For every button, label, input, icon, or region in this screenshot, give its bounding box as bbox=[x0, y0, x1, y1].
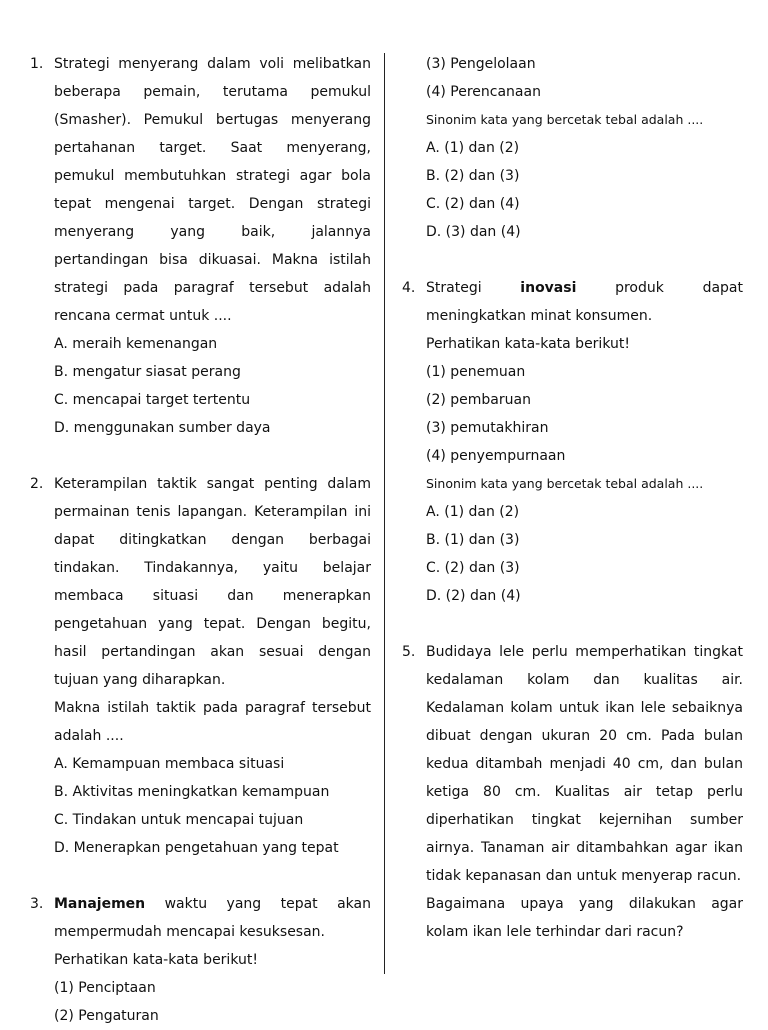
option-a: A. meraih kemenangan bbox=[54, 336, 218, 352]
option-a: A. (1) dan (2) bbox=[426, 140, 520, 156]
question-3-continued bbox=[402, 50, 743, 246]
question-prompt: Sinonim kata yang bercetak tebal adalah .... bbox=[426, 112, 704, 127]
word-item-4: (4) penyempurnaan bbox=[426, 448, 566, 464]
question-stem: Strategi menyerang dalam voli melibatkan beberapa pemain, terutama pemukul (Smasher). Pemukul bertugas menyerang pertahanan target. Saat menyerang, pemukul membutuhkan strategi agar bola tepat mengenai target. Dengan strategi menyerang yang baik, jalannya pertandingan bisa dikuasai. Makna istilah strategi pada paragraf tersebut adalah rencana cermat untuk .... bbox=[54, 56, 371, 324]
bold-term: Manajemen bbox=[54, 896, 146, 912]
word-item-2: (2) pembaruan bbox=[426, 392, 531, 408]
question-2 bbox=[30, 470, 371, 862]
left-column bbox=[30, 50, 371, 1030]
question-1 bbox=[30, 50, 371, 442]
word-item-1: (1) Penciptaan bbox=[54, 980, 156, 996]
word-item-3: (3) Pengelolaan bbox=[426, 56, 536, 72]
bold-term: inovasi bbox=[520, 280, 577, 296]
question-3 bbox=[30, 890, 371, 1030]
stem-text: waktu yang tepat akan mempermudah mencapai kesuksesan. bbox=[54, 896, 371, 940]
question-prompt: Sinonim kata yang bercetak tebal adalah .... bbox=[426, 476, 704, 491]
option-b: B. (2) dan (3) bbox=[426, 168, 520, 184]
option-b: B. mengatur siasat perang bbox=[54, 364, 241, 380]
instruction: Perhatikan kata-kata berikut! bbox=[426, 336, 630, 352]
question-5 bbox=[402, 638, 743, 946]
question-stem bbox=[426, 274, 743, 330]
option-b: B. Aktivitas meningkatkan kemampuan bbox=[54, 784, 330, 800]
question-number: 4. bbox=[402, 280, 416, 296]
question-prompt: Bagaimana upaya yang dilakukan agar kolam ikan lele terhindar dari racun? bbox=[426, 896, 743, 940]
option-d: D. Menerapkan pengetahuan yang tepat bbox=[54, 840, 339, 856]
question-number: 1. bbox=[30, 56, 44, 72]
option-a: A. (1) dan (2) bbox=[426, 504, 520, 520]
option-c: C. (2) dan (4) bbox=[426, 196, 520, 212]
stem-text: produk dapat meningkatkan minat konsumen. bbox=[426, 280, 743, 324]
word-item-2: (2) Pengaturan bbox=[54, 1008, 159, 1024]
option-a: A. Kemampuan membaca situasi bbox=[54, 756, 285, 772]
option-c: C. (2) dan (3) bbox=[426, 560, 520, 576]
question-number: 3. bbox=[30, 896, 44, 912]
question-stem: Budidaya lele perlu memperhatikan tingkat kedalaman kolam dan kualitas air. Kedalaman kolam untuk ikan lele sebaiknya dibuat dengan ukuran 20 cm. Pada bulan kedua ditambah menjadi 40 cm, dan bulan ketiga 80 cm. Kualitas air tetap perlu diperhatikan tingkat kejernihan sumber airnya. Tanaman air ditambahkan agar ikan tidak kepanasan dan untuk menyerap racun. bbox=[426, 644, 743, 884]
question-stem bbox=[54, 890, 371, 946]
question-prompt: Makna istilah taktik pada paragraf tersebut adalah .... bbox=[54, 700, 371, 744]
column-divider bbox=[384, 53, 385, 974]
question-number: 2. bbox=[30, 476, 44, 492]
stem-text: Strategi bbox=[426, 280, 521, 296]
question-number: 5. bbox=[402, 644, 416, 660]
question-stem: Keterampilan taktik sangat penting dalam permainan tenis lapangan. Keterampilan ini dapat ditingkatkan dengan berbagai tindakan. Tindakannya, yaitu belajar membaca situasi dan menerapkan pengetahuan yang tepat. Dengan begitu, hasil pertandingan akan sesuai dengan tujuan yang diharapkan. bbox=[54, 476, 371, 688]
option-c: C. mencapai target tertentu bbox=[54, 392, 251, 408]
question-4 bbox=[402, 274, 743, 610]
option-c: C. Tindakan untuk mencapai tujuan bbox=[54, 812, 304, 828]
option-d: D. (3) dan (4) bbox=[426, 224, 521, 240]
right-column bbox=[402, 50, 743, 946]
word-item-3: (3) pemutakhiran bbox=[426, 420, 549, 436]
option-b: B. (1) dan (3) bbox=[426, 532, 520, 548]
option-d: D. (2) dan (4) bbox=[426, 588, 521, 604]
instruction: Perhatikan kata-kata berikut! bbox=[54, 952, 258, 968]
option-d: D. menggunakan sumber daya bbox=[54, 420, 271, 436]
word-item-1: (1) penemuan bbox=[426, 364, 526, 380]
word-item-4: (4) Perencanaan bbox=[426, 84, 541, 100]
